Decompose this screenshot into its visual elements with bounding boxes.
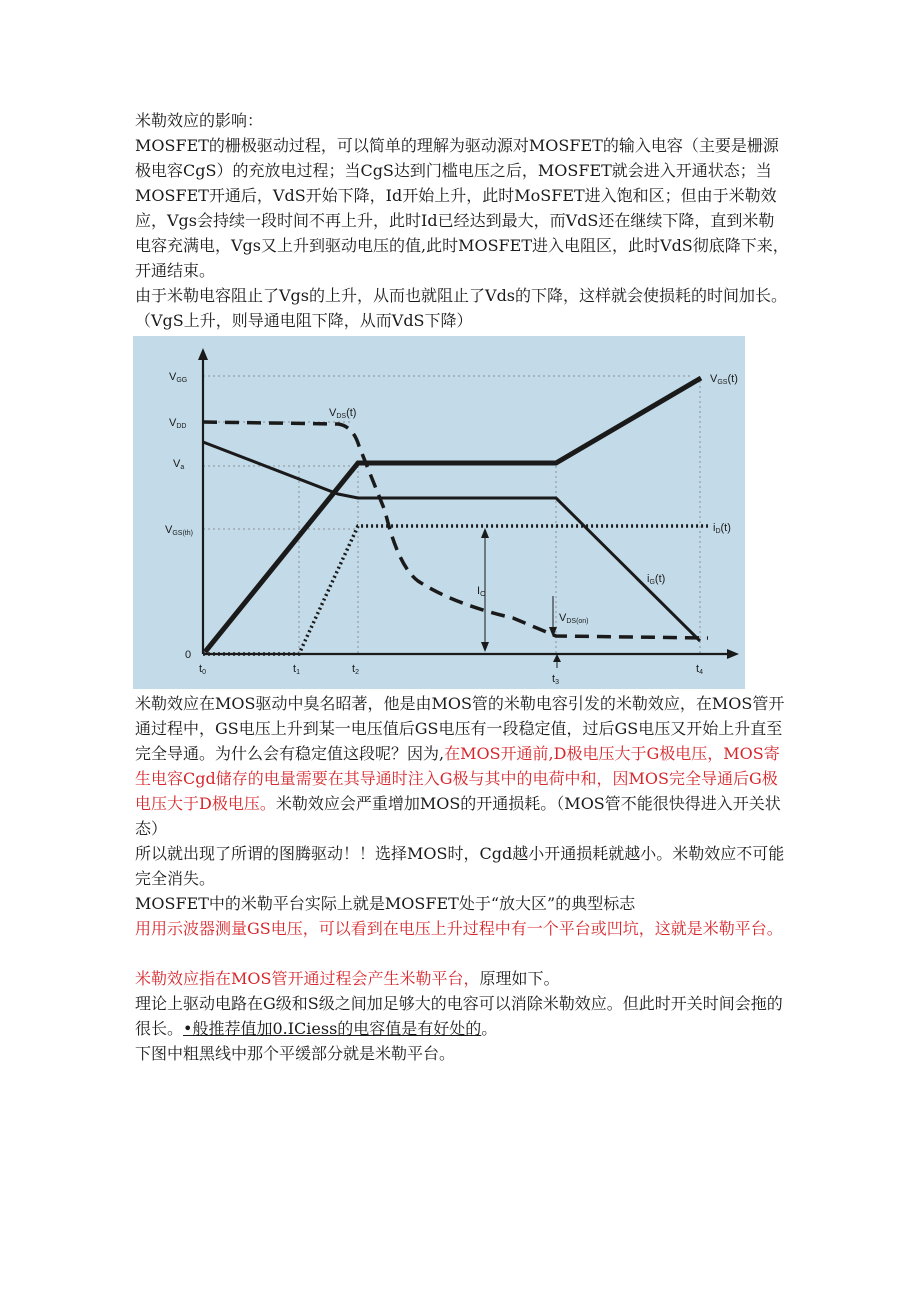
- paragraph-amplifier-region: MOSFET中的米勒平台实际上就是MOSFET处于“放大区”的典型标志: [135, 894, 636, 913]
- label-t1: t1: [293, 663, 300, 676]
- spacer: [135, 941, 790, 966]
- paragraph-loss-time: 由于米勒电容阻止了Vgs的上升，从而也就阻止了Vds的下降，这样就会使损耗的时间加长。（VgS上升，则导通电阻下降，从而VdS下降）: [135, 286, 788, 330]
- highlight-reason: 在MOS开通前,D极电压大于G极电压，MOS寄生电容Cgd储存的电量需要在其导通时注入G极与其中的电荷中和，因MOS完全导通后G极电压大于D极电压。: [135, 744, 780, 813]
- label-id-t: iD(t): [713, 522, 731, 535]
- label-vds-t: VDS(t): [329, 407, 357, 420]
- label-t0: t0: [199, 663, 206, 676]
- label-io: IO: [477, 585, 486, 598]
- label-t2: t2: [352, 663, 359, 676]
- section-title: 米勒效应的影响：: [135, 111, 264, 130]
- label-t4: t4: [696, 663, 703, 676]
- paragraph-gate-drive: MOSFET的栅极驱动过程，可以简单的理解为驱动源对MOSFET的输入电容（主要是栅源极电容CgS）的充放电过程；当CgS达到门槛电压之后，MOSFET就会进入开通状态；当MOSFET开通后，VdS开始下降，Id开始上升，此时MoSFET进入饱和区；但由于米勒效应，Vgs会持续一段时间不再上升，此时Id已经达到最大，而VdS还在继续下降，直到米勒电容充满电，Vgs又上升到驱动电压的值,此时MOSFET进入电阻区，此时VdS彻底降下来，开通结束。: [135, 136, 789, 280]
- paragraph-miller-plateau: 米勒效应指在MOS管开通过程会产生米勒平台，原理如下。: [135, 969, 560, 988]
- label-vgsth: VGS(th): [165, 524, 193, 537]
- label-t3: t3: [552, 673, 559, 686]
- label-zero: 0: [185, 649, 192, 661]
- label-vdd: VDD: [169, 417, 187, 430]
- label-vds-on: VDS(on): [559, 612, 589, 625]
- paragraph-totem-pole: 所以就出现了所谓的图腾驱动！！选择MOS时，Cgd越小开通损耗就越小。米勒效应不可能完全消失。: [135, 844, 785, 888]
- waveform-diagram: [133, 336, 745, 689]
- underlined-recommendation: •般推荐值加0.ICiess的电容值是有好处的: [183, 1019, 482, 1038]
- label-va: Va: [173, 458, 185, 471]
- paragraph-miller-explanation: 米勒效应在MOS驱动中臭名昭著，他是由MOS管的米勒电容引发的米勒效应，在MOS管开通过程中，GS电压上升到某一电压值后GS电压有一段稳定值，过后GS电压又开始上升直至完全导通。为什么会有稳定值这段呢？因为,在MOS开通前,D极电压大于G极电压，MOS寄生电容Cgd储存的电量需要在其导通时注入G极与其中的电荷中和，因MOS完全导通后G极电压大于D极电压。米勒效应会严重增加MOS的开通损耗。（MOS管不能很快得进入开关状态）: [135, 694, 785, 838]
- paragraph-oscilloscope: 用用示波器测量GS电压，可以看到在电压上升过程中有一个平台或凹坑，这就是米勒平台。: [135, 919, 783, 938]
- waveform-figure: [133, 336, 745, 689]
- paragraph-capacitor-advice: 理论上驱动电路在G级和S级之间加足够大的电容可以消除米勒效应。但此时开关时间会拖的很长。•般推荐值加0.ICiess的电容值是有好处的。: [135, 994, 783, 1038]
- document-body: [135, 108, 790, 1066]
- label-vgs-t: VGS(t): [710, 373, 738, 386]
- label-vgg: VGG: [169, 371, 188, 384]
- label-ig-t: iG(t): [647, 573, 666, 586]
- paragraph-figure-note: 下图中粗黑线中那个平缓部分就是米勒平台。: [135, 1044, 456, 1063]
